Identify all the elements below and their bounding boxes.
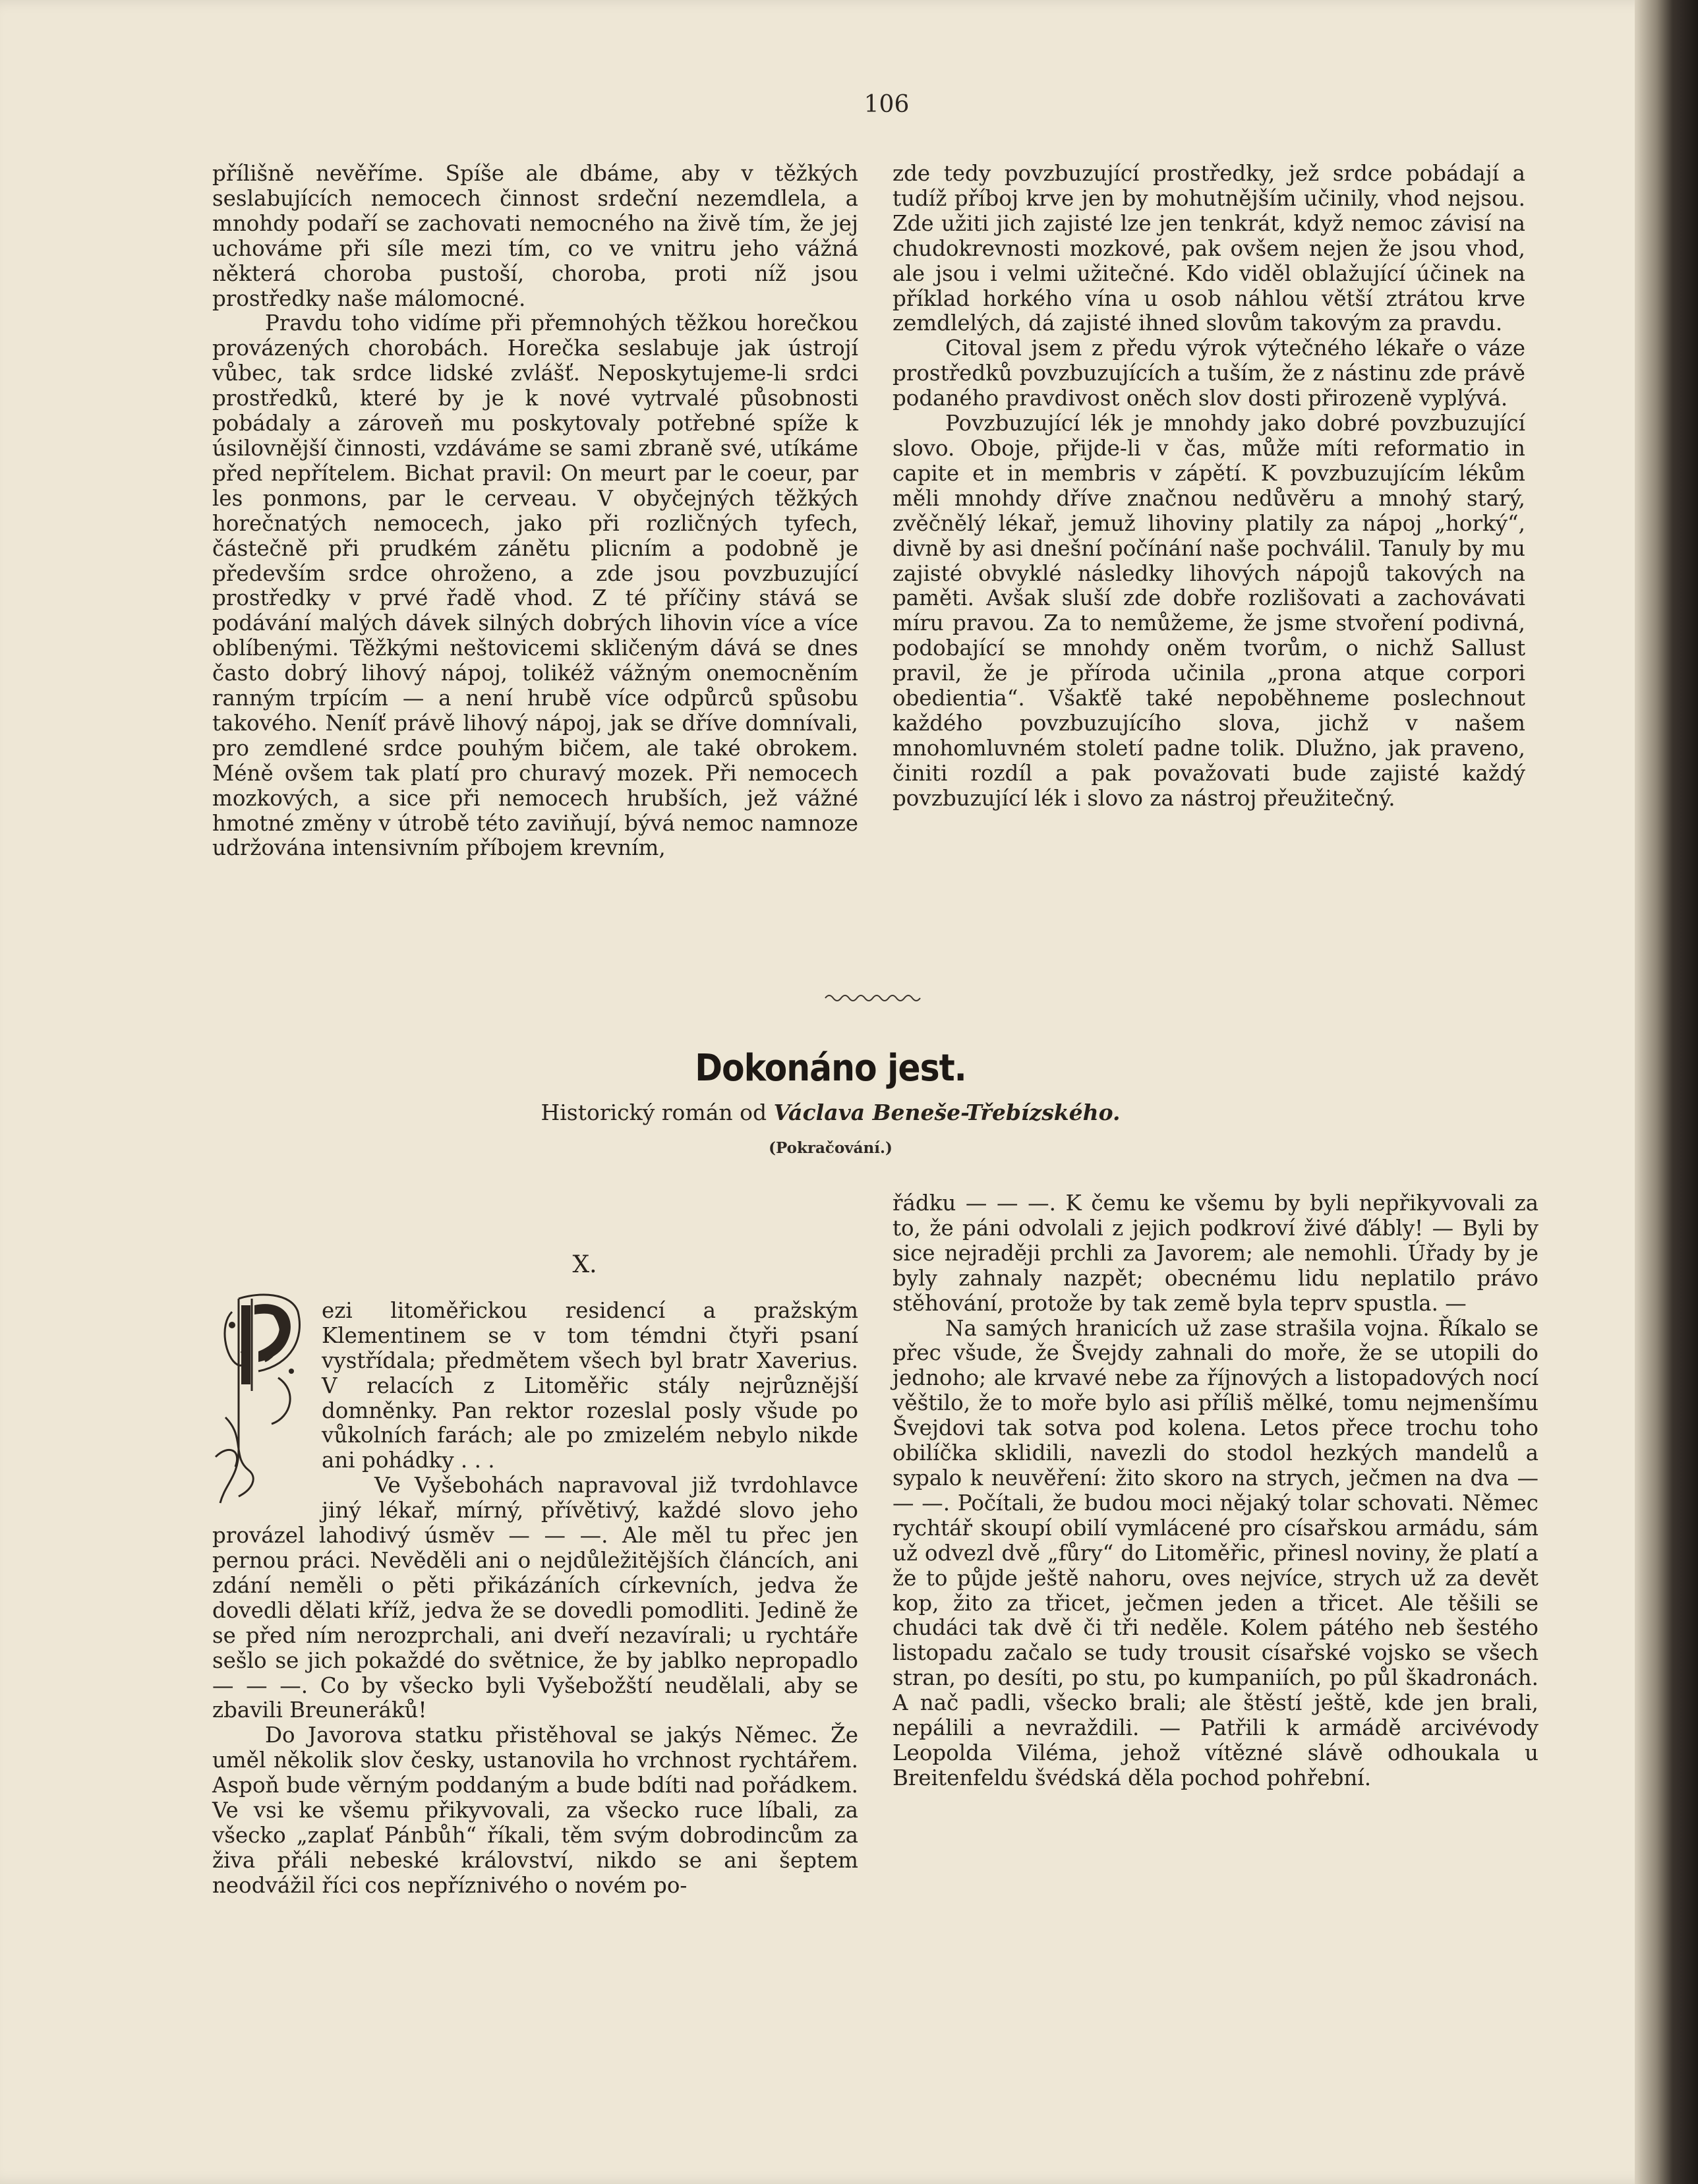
paragraph: přílišně nevěříme. Spíše ale dbáme, aby v těžkých seslabujících nemocech činnost srdeční nezemdlela, a mnohdy podaří se zachovati nemocného na živě tím, že jej uchováme při síle mezi tím, co ve vnitru jeho vážná některá choroba pustoší, choroba, proti níž jsou prostředky naše málomocné.: [212, 161, 858, 311]
subtitle-prefix: Historický román od: [541, 1100, 774, 1125]
ornamental-letter-m-icon: [212, 1285, 311, 1523]
article-column-left: [212, 162, 858, 861]
continued-note: (Pokračování.): [769, 1139, 893, 1157]
paragraph: Ve Vyšebohách napravoval již tvrdohlavce jiný lékař, mírný, přívětivý, každé slovo jeho provázel lahodivý úsměv — — —. Ale měl tu přec jen pernou práci. Nevěděli ani o nejdůležitějších článcích, ani zdání neměli o pěti přikázáních církevních, jedva že dovedli dělati kříž, jedva že se dovedli pomodliti. Jedině že se před ním nerozprchali, ani dveří nezavírali; u rychtáře sešlo se jich pokaždé do světnice, že by jablko nepropadlo — — —. Co by všecko byli Vyšebožští neudělali, aby se zbavili Breuneráků!: [212, 1473, 858, 1723]
paragraph: Citoval jsem z předu výrok výtečného lékaře o váze prostředků povzbuzujících a tuším, že z nástinu zde právě podaného pravdivost oněch slov dosti přirozeně vyplývá.: [893, 336, 1525, 411]
story-column-right: [893, 1191, 1538, 1791]
ornamental-initial-m: [212, 1285, 311, 1523]
story-column-left: [212, 1253, 858, 1899]
author-name: Václava Beneše-Třebízského.: [773, 1100, 1121, 1125]
chapter-number: X.: [572, 1251, 597, 1278]
paragraph: řádku — — —. K čemu ke všemu by byli nepřikyvovali za to, že páni odvolali z jejich podkroví živé ďábly! — Byli by sice nejraději prchli za Javorem; ale nemohli. Úřady by je byly zahnaly nazpět; obecnému lidu neplatilo právo stěhování, protože by tak země byla teprv spustla. —: [893, 1191, 1538, 1316]
story-title: Dokonáno jest.: [695, 1047, 966, 1090]
section-divider-ornament: [824, 989, 923, 1005]
book-binding-edge: [1635, 0, 1698, 2184]
paragraph: Pravdu toho vidíme při přemnohých těžkou horečkou provázených chorobách. Horečka seslabuje jak ústrojí vůbec, tak srdce lidské zvlášť. Neposkytujeme-li srdci prostředků, které by je k nové vytrvalé působnosti pobádaly a zároveň mu poskytovaly potřebné spíže k úsilovnější činnosti, vzdáváme se sami zbraně své, utíkáme před nepřítelem. Bichat pravil: On meurt par le coeur, par les ponmons, par le cerveau. V obyčejných těžkých horečnatých nemocech, jako při rozličných tyfech, částečně při prudkém zánětu plicním a podobně je především srdce ohroženo, a zde jsou povzbuzující prostředky v prvé řadě vhod. Z té příčiny stává se podávání malých dávek silných dobrých lihovin více a více oblíbenými. Těžkými neštovicemi skličeným dává se dnes často dobrý lihový nápoj, tolikéž vážným onemocněním ranným trpícím — a není hrubě více odpůrců spůsobu takového. Neníť právě lihový nápoj, jak se dříve domnívali, pro zemdlené srdce pouhým bičem, ale také obrokem. Méně ovšem tak platí pro churavý mozek. Při nemocech mozkových, a sice při nemocech hrubších, jež vážné hmotné změny v útrobě této zaviňují, bývá nemoc namnoze udržována intensivním příbojem krevním,: [212, 310, 858, 861]
story-subtitle: [0, 1100, 1661, 1125]
article-column-right: [893, 162, 1525, 812]
paragraph-with-initial: ezi litoměřickou residencí a pražským Klementinem se v tom témdni čtyři psaní vystřídala; předmětem všech byl bratr Xaverius. V relacích z Litoměřic stály nejrůznější domněnky. Pan rektor rozeslal posly všude po vůkolních farách; ale po zmizelém nebylo nikde ani pohádky . . .: [322, 1297, 858, 1473]
page-number: 106: [864, 91, 910, 118]
paragraph: Povzbuzující lék je mnohdy jako dobré povzbuzující slovo. Oboje, přijde-li v čas, může míti reformatio in capite et in membris v zápětí. K povzbuzujícím lékům měli mnohdy dříve značnou nedůvěru a mnohý starý, zvěčnělý lékař, jemuž lihoviny platily za nápoj „horký“, divně by asi dnešní počínání naše pochválil. Tanuly by mu zajisté obvyklé následky lihových nápojů takových na paměti. Avšak sluší zde dobře rozlišovati a zachovávati míru pravou. Za to nemůžeme, že jsme stvoření podivná, podobající se mnohdy oněm tvorům, o nichž Sallust pravil, že je příroda učinila „prona atque corpori obedientia“. Všakťě také nepoběhneme poslechnout každého povzbuzujícího slova, jichž v našem mnohomluvném století padne tolik. Dlužno, jak praveno, činiti rozdíl a pak považovati bude zajisté každý povzbuzující lék i slovo za nástroj přeužitečný.: [893, 411, 1525, 811]
paragraph: zde tedy povzbuzující prostředky, jež srdce pobádají a tudíž příboj krve jen by mohutnějším učinily, vhod nejsou. Zde užiti jich zajisté lze jen tenkrát, když nemoc závisí na chudokrevnosti mozkové, pak ovšem nejen že jsou vhod, ale jsou i velmi užitečné. Kdo viděl oblažující účinek na příklad horkého vína u osob náhlou větší ztrátou krve zemdlelých, dá zajisté ihned slovům takovým za pravdu.: [893, 161, 1525, 336]
paragraph: Na samých hranicích už zase strašila vojna. Říkalo se přec všude, že Švejdy zahnali do moře, že se utopili do jednoho; ale krvavé nebe za říjnových a listopadových nocí věštilo, že to moře bylo asi příliš mělké, tomu nejmenšímu Švejdovi tak sotva pod kolena. Letos přece trochu toho obilíčka sklidili, navezli do stodol hezkých mandelů a sypalo k neuvěření: žito skoro na strych, ječmen na dva — — —. Počítali, že budou moci nějaký tolar schovati. Němec rychtář skoupí obilí vymlácené pro císařskou armádu, sám už odvezl dvě „fůry“ do Litoměřic, přinesl noviny, že platí a že to půjde ještě nahoru, oves nejvíce, strych už za devět kop, žito za třicet, ječmen jeden a třicet. Ale těšili se chudáci tak dvě či tři neděle. Kolem pátého neb šestého listopadu začalo se tudy trousit císařské vojsko se všech stran, po desíti, po stu, po kumpaniích, po půl škadronách. A nač padli, všecko brali; ale štěstí ještě, kde jen brali, nepálili a nevraždili. — Patřili k armádě arcivévody Leopolda Viléma, jehož vítězné slávě odhoukala u Breitenfeldu švédská děla pochod pohřební.: [893, 1315, 1538, 1790]
paragraph: Do Javorova statku přistěhoval se jakýs Němec. Že uměl několik slov česky, ustanovila ho vrchnost rychtářem. Aspoň bude věrným poddaným a bude bdíti nad pořádkem. Ve vsi ke všemu přikyvovali, za všecko ruce líbali, za všecko „zaplať Pánbůh“ říkali, těm svým dobrodincům za živa přáli nebeské království, nikdo se ani šeptem neodvážil říci cos nepříznivého o novém po-: [212, 1723, 858, 1898]
